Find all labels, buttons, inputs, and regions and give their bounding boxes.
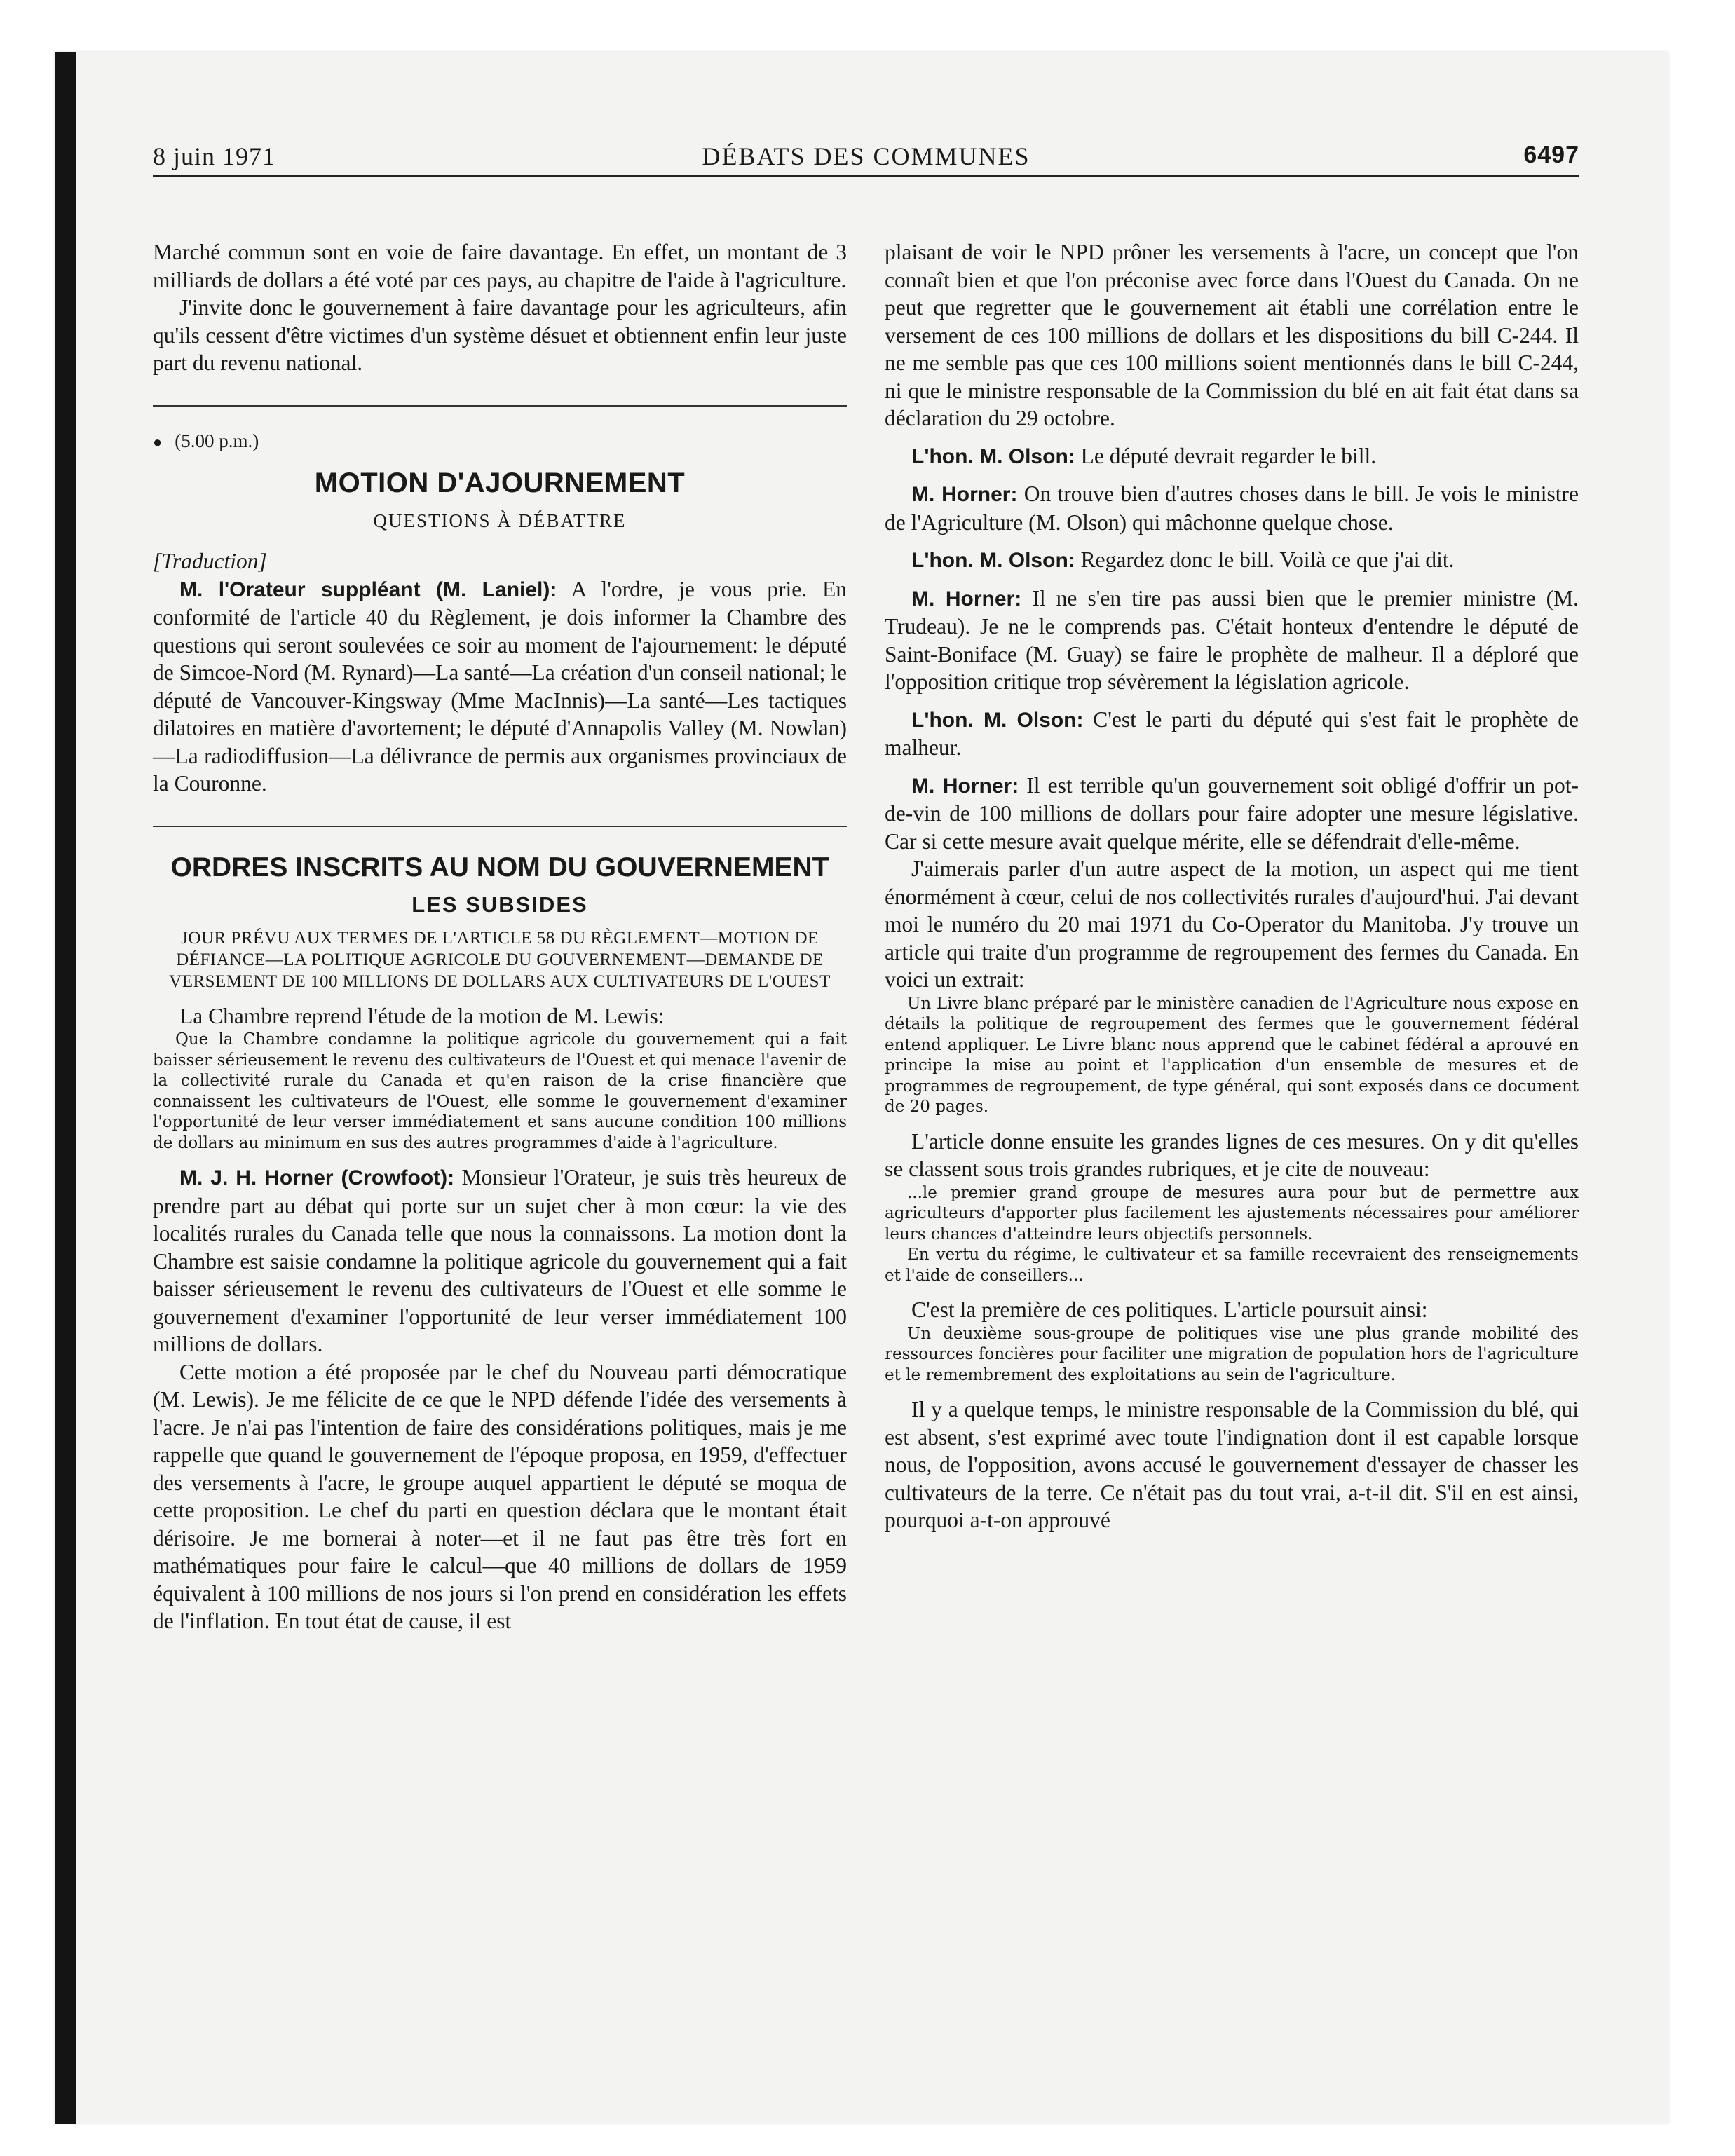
heading-ordres: ORDRES INSCRITS AU NOM DU GOUVERNEMENT [170,852,829,882]
speaker-name: M. Horner: [911,774,1019,798]
block-quote: Que la Chambre condamne la politique agricole du gouvernement qui a fait baisser sérieusement le revenu des cultivateurs de l'Ouest et qui menace l'avenir de la collectivité rurale du Canada et qu'en raison de la crise financière que connaissent les cultivateurs de l'Ouest, elle somme le gouvernement d'examiner l'opportunité de leur verser immédiatement et sans aucune condition 100 millions de dollars au minimum en sus des autres programmes d'aide à l'agriculture. [153,1030,847,1152]
left-column [153,238,847,1635]
speech: M. J. H. Horner (Crowfoot): Monsieur l'Orateur, je suis très heureux de prendre part au débat qui porte sur un sujet cher à mon cœur: la vie des localités rurales du Canada telle que nous la connaissons. La motion dont la Chambre est saisie condamne la politique agricole du gouvernement qui a fait baisser sérieusement le revenu des cultivateurs de l'Ouest et elle somme le gouvernement d'examiner l'opportunité de leur verser immédiatement 100 millions de dollars. [153,1165,847,1356]
paragraph: La Chambre reprend l'étude de la motion de M. Lewis: [179,1003,665,1028]
speaker-name: M. Horner: [911,587,1022,610]
running-head [153,142,1579,177]
heading-motion: MOTION D'AJOURNEMENT [314,468,686,498]
time-marker: ● (5.00 p.m.) [153,430,259,451]
speaker-name: M. J. H. Horner (Crowfoot): [179,1166,455,1189]
paragraph: J'aimerais parler d'un autre aspect de la motion, un aspect qui me tient énormément à cœur, celui de nos collectivités rurales d'aujourd'hui. J'ai devant moi le numéro du 20 mai 1971 du Co-Operator du Manitoba. J'y trouve un article qui traite d'un programme de regroupement des fermes du Canada. En voici un extrait: [885,857,1579,992]
paragraph: Marché commun sont en voie de faire davantage. En effet, un montant de 3 milliards de dollars a été voté par ces pays, au chapitre de l'aide à l'agriculture. [153,240,847,292]
page-number: 6497 [1523,142,1579,168]
block-quote: ...le premier grand groupe de mesures aura pour but de permettre aux agriculteurs d'apporter plus facilement les ajustements nécessaires pour améliorer leurs chances d'atteindre leurs objectifs personnels. [885,1183,1579,1243]
header-title: DÉBATS DES COMMUNES [702,142,1030,170]
speech: M. Horner: Il est terrible qu'un gouvernement soit obligé d'offrir un pot-de-vin de 100 millions de dollars pour faire adopter une mesure législative. Car si cette mesure avait quelque mérite, elle se défendrait d'elle-même. [885,772,1579,854]
paragraph: Il y a quelque temps, le ministre responsable de la Commission du blé, qui est absent, s'est exprimé avec toute l'indignation dont il est capable lorsque nous, de l'opposition, avons accusé le gouvernement d'essayer de chasser les cultivateurs de la terre. Ce n'était pas du tout vrai, a-t-il dit. S'il en est ainsi, pourquoi a-t-on approuvé [885,1397,1579,1532]
speech: L'hon. M. Olson: Regardez donc le bill. Voilà ce que j'ai dit. [911,547,1455,572]
header-date: 8 juin 1971 [153,142,276,170]
speaker-name: L'hon. M. Olson: [911,708,1084,732]
section-divider [153,826,847,827]
paragraph: J'invite donc le gouvernement à faire davantage pour les agriculteurs, afin qu'ils cessent d'être victimes d'un système désuet et obtiennent enfin leur juste part du revenu national. [153,295,847,375]
section-divider [153,405,847,407]
subheading-questions: QUESTIONS À DÉBATTRE [373,510,627,531]
speech: L'hon. M. Olson: Le député devrait regarder le bill. [911,443,1377,468]
speech: M. Horner: Il ne s'en tire pas aussi bien que le premier ministre (M. Trudeau). Je ne le comprends pas. C'était honteux d'entendre le député de Saint-Boniface (M. Guay) se faire le prophète de malheur. Il a déploré que l'opposition critique trop sévèrement la législation agricole. [885,585,1579,694]
paragraph: L'article donne ensuite les grandes lignes de ces mesures. On y dit qu'elles se classent sous trois grandes rubriques, et je cite de nouveau: [885,1128,1579,1181]
right-column [885,238,1579,1534]
subheading-subsides: LES SUBSIDES [411,892,588,917]
block-quote: Un deuxième sous-groupe de politiques vise une plus grande mobilité des ressources foncières pour faciliter une migration de population hors de l'agriculture et le remembrement des exploitations au sein de l'agriculture. [885,1324,1579,1384]
speaker-name: M. Horner: [911,483,1018,506]
speaker-name: L'hon. M. Olson: [911,444,1075,468]
paragraph: plaisant de voir le NPD prôner les versements à l'acre, un concept que l'on connaît bien et que l'on préconise avec force dans l'Ouest du Canada. On ne peut que regretter que le gouvernement ait établi une corrélation entre le versement de ces 100 millions de dollars et les dispositions du bill C-244. Il ne me semble pas que ces 100 millions soient mentionnés dans le bill C-244, ni que le ministre responsable de la Commission du blé en ait fait état dans sa déclaration du 29 octobre. [885,240,1579,430]
speech: L'hon. M. Olson: C'est le parti du député qui s'est fait le prophète de malheur. [885,707,1579,760]
speech: M. l'Orateur suppléant (M. Laniel): A l'ordre, je vous prie. En conformité de l'article 40 du Règlement, je dois informer la Chambre des questions qui seront soulevées ce soir au moment de l'ajournement: le député de Simcoe-Nord (M. Rynard)—La santé—La création d'un conseil national; le député de Vancouver-Kingsway (Mme MacInnis)—La santé—Les tactiques dilatoires en matière d'avortement; le député d'Annapolis Valley (M. Nowlan)—La radiodiffusion—La délivrance de permis aux organismes provinciaux de la Couronne. [153,576,848,796]
bullet-icon: ● [153,432,163,451]
paragraph: Cette motion a été proposée par le chef du Nouveau parti démocratique (M. Lewis). Je me félicite de ce que le NPD défende l'idée des versements à l'acre. Je n'ai pas l'intention de faire des considérations politiques, mais je me rappelle que quand le gouvernement de l'époque proposa, en 1959, d'effectuer des versements à l'acre, le groupe auquel appartient le député se moqua de cette proposition. Le chef du parti en question déclara que le montant était dérisoire. Je me bornerai à noter—et il ne faut pas être très fort en mathématiques pour faire le calcul—que 40 millions de dollars de 1959 équivalent à 100 millions de nos jours si l'on prend en considération les effets de l'inflation. En tout état de cause, il est [153,1359,847,1633]
binding-edge [55,52,76,2124]
subheading-jour: JOUR PRÉVU AUX TERMES DE L'ARTICLE 58 DU RÈGLEMENT—MOTION DE DÉFIANCE—LA POLITIQUE AGRICOLE DU GOUVERNEMENT—DEMANDE DE VERSEMENT DE 100 MILLIONS DE DOLLARS AUX CULTIVATEURS DE L'OUEST [169,928,831,991]
speaker-name: M. l'Orateur suppléant (M. Laniel): [179,578,557,601]
translation-note: [Traduction] [153,549,267,573]
paragraph: C'est la première de ces politiques. L'article poursuit ainsi: [911,1297,1428,1322]
block-quote: Un Livre blanc préparé par le ministère canadien de l'Agriculture nous expose en détails la politique de regroupement des fermes que le gouvernement fédéral entend appliquer. Le Livre blanc nous apprend que le cabinet fédéral a aprouvé en principe la mise au point et l'application d'un ensemble de mesures et de programmes de regroupement, de type général, qui sont exposés dans ce document de 20 pages. [885,994,1579,1116]
speech: M. Horner: On trouve bien d'autres choses dans le bill. Je vois le ministre de l'Agriculture (M. Olson) qui mâchonne quelque chose. [885,482,1579,535]
speaker-name: L'hon. M. Olson: [911,549,1075,572]
block-quote: En vertu du régime, le cultivateur et sa famille recevraient des renseignements et l'aide de conseillers... [885,1246,1579,1285]
